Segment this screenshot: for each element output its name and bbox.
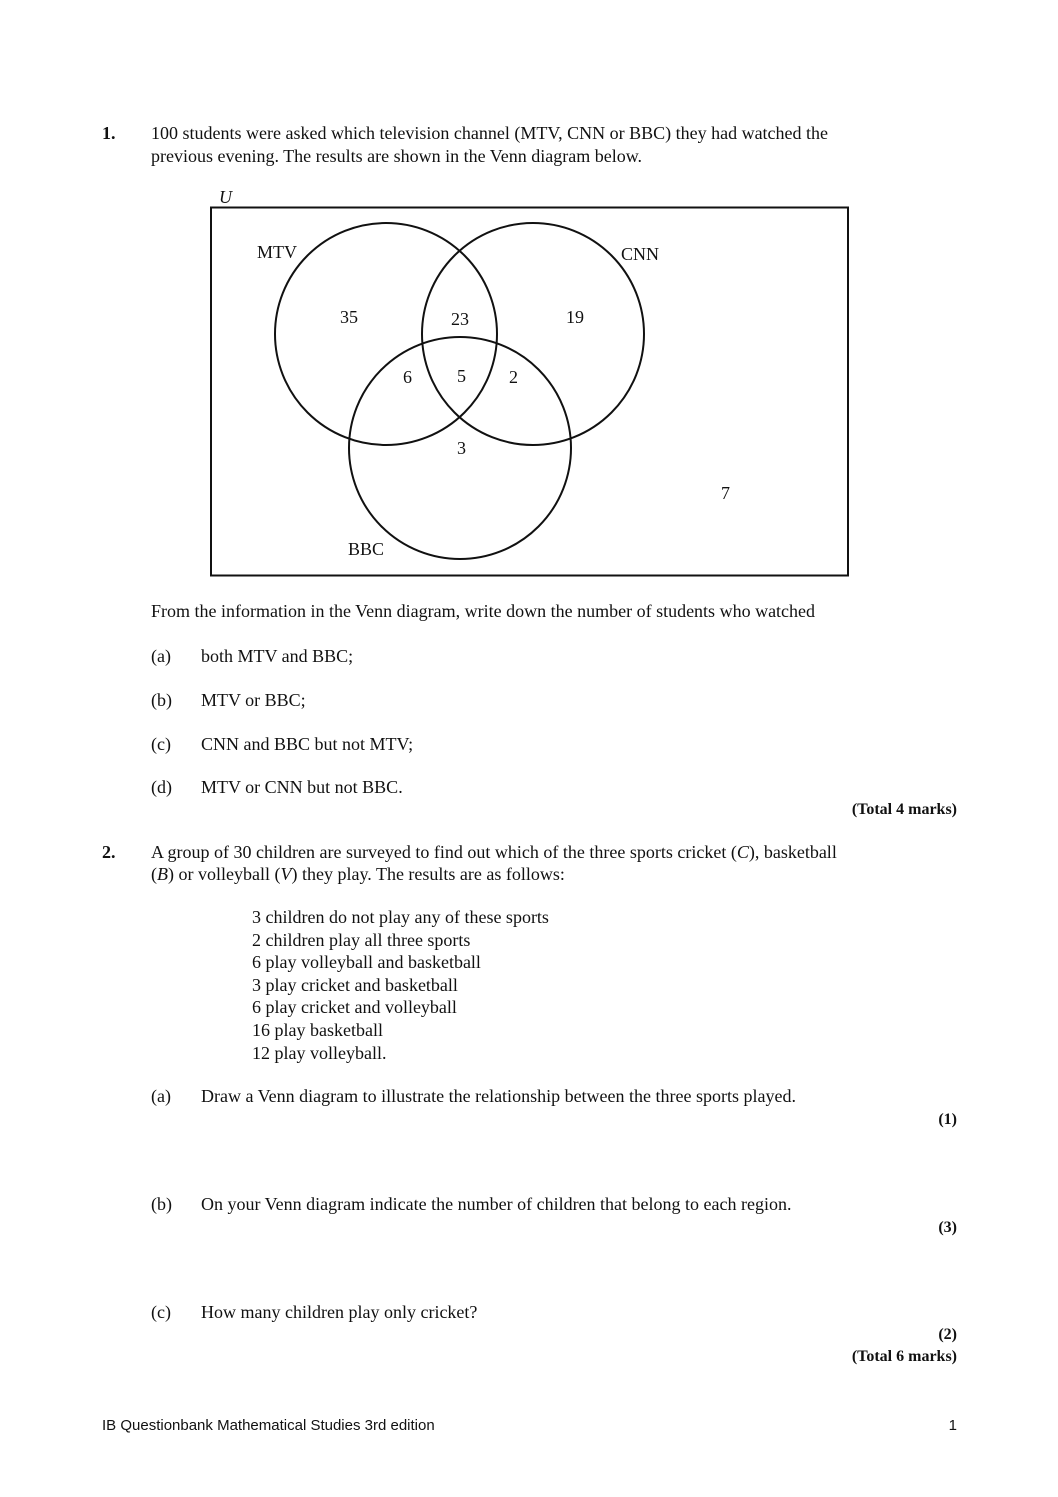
part-label: (a)	[151, 646, 171, 666]
part-text: CNN and BBC but not MTV;	[201, 734, 414, 754]
part-label: (a)	[151, 1086, 171, 1106]
part-text: MTV or BBC;	[201, 690, 306, 710]
region-bbc-only: 3	[457, 438, 466, 458]
footer-source: IB Questionbank Mathematical Studies 3rd edition	[102, 1417, 435, 1434]
question-2-intro-line-2: (B) or volleyball (V) they play. The results are as follows:	[151, 864, 565, 884]
universe-label: U	[219, 187, 232, 207]
question-1-prompt: From the information in the Venn diagram, write down the number of students who watched	[151, 601, 816, 621]
part-text: both MTV and BBC;	[201, 646, 354, 666]
survey-result: 6 play cricket and volleyball	[252, 997, 457, 1018]
part-text: On your Venn diagram indicate the number of children that belong to each region.	[201, 1194, 792, 1214]
mtv-set-label: MTV	[257, 242, 297, 262]
region-mtv-bbc-only: 6	[403, 367, 412, 387]
part-text: MTV or CNN but not BBC.	[201, 777, 403, 797]
question-1-total-marks: (Total 4 marks)	[851, 801, 957, 818]
cnn-set-label: CNN	[621, 244, 660, 264]
part-marks: (2)	[938, 1326, 957, 1343]
question-1-number: 1.	[102, 123, 116, 143]
part-label: (c)	[151, 1302, 171, 1322]
question-2-intro-line-1: A group of 30 children are surveyed to find out which of the three sports cricket (C), basketball	[151, 842, 837, 862]
region-all-three: 5	[457, 366, 466, 386]
survey-results-list	[252, 906, 549, 1064]
survey-result: 3 children do not play any of these sports	[252, 907, 549, 927]
page-number: 1	[948, 1417, 957, 1434]
region-cnn-bbc-only: 2	[509, 367, 518, 387]
part-label: (b)	[151, 690, 172, 710]
part-label: (c)	[151, 734, 171, 754]
survey-result: 12 play volleyball.	[252, 1042, 387, 1063]
part-marks: (3)	[938, 1219, 957, 1236]
survey-result: 6 play volleyball and basketball	[252, 952, 481, 973]
region-mtv-only: 35	[340, 307, 358, 327]
region-none: 7	[721, 483, 730, 503]
venn-diagram	[0, 0, 1058, 600]
part-text: Draw a Venn diagram to illustrate the relationship between the three sports played.	[201, 1086, 796, 1106]
part-text: How many children play only cricket?	[201, 1302, 478, 1322]
question-1-intro-line-1: 100 students were asked which television channel (MTV, CNN or BBC) they had watched the	[151, 123, 829, 143]
bbc-set-label: BBC	[348, 539, 385, 559]
survey-result: 2 children play all three sports	[252, 929, 471, 950]
question-2-number: 2.	[102, 842, 116, 862]
question-1-intro-line-2: previous evening. The results are shown in the Venn diagram below.	[151, 146, 643, 166]
part-label: (b)	[151, 1194, 172, 1214]
part-marks: (1)	[938, 1111, 957, 1128]
survey-result: 16 play basketball	[252, 1019, 383, 1040]
universal-set-box	[211, 208, 848, 576]
region-mtv-cnn-only: 23	[451, 309, 469, 329]
part-label: (d)	[151, 777, 172, 797]
question-2-total-marks: (Total 6 marks)	[851, 1348, 957, 1365]
survey-result: 3 play cricket and basketball	[252, 974, 458, 995]
cnn-circle	[422, 223, 644, 445]
region-cnn-only: 19	[566, 307, 584, 327]
mtv-circle	[275, 223, 497, 445]
